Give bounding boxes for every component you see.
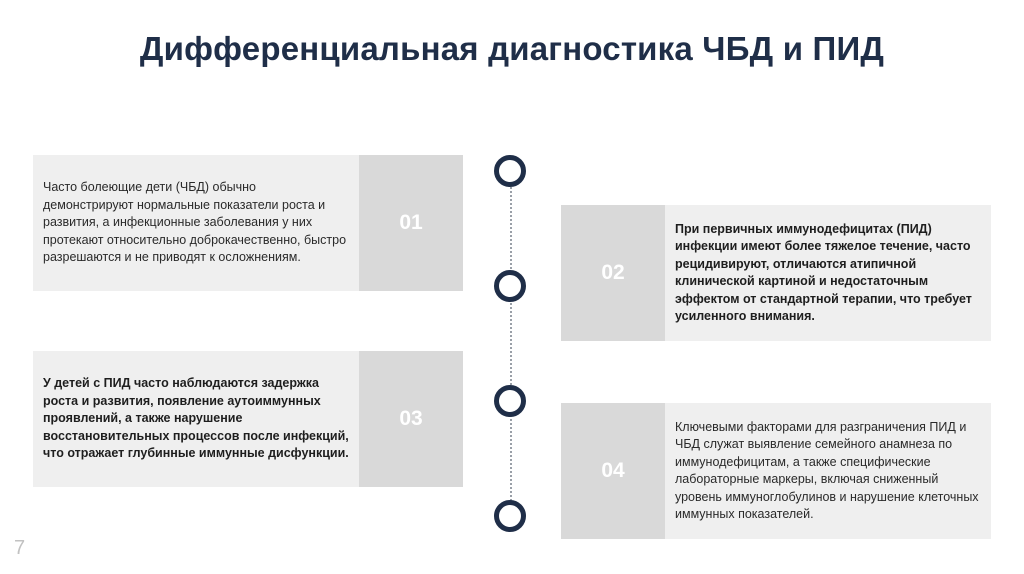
slide-title: Дифференциальная диагностика ЧБД и ПИД [139,30,885,67]
card-03-number: 03 [359,351,463,487]
card-02-number: 02 [561,205,665,341]
timeline-node-2 [494,270,526,302]
timeline-node-1 [494,155,526,187]
card-01-text: Часто болеющие дети (ЧБД) обычно демонстрируют нормальные показатели роста и развития, а инфекционные заболевания у них протекают относительно доброкачественно, быстро разрешаются и не приводят к осложнениям. [43,180,347,265]
timeline-node-4 [494,500,526,532]
card-01 [33,155,463,291]
card-02 [561,205,991,341]
card-03-text: У детей с ПИД часто наблюдаются задержка роста и развития, появление аутоиммунных проявлений, а также нарушение восстановительных процессов после инфекций, что отражает глубинные иммунные дисфункции. [43,376,349,461]
card-02-text: При первичных иммунодефицитах (ПИД) инфекции имеют более тяжелое течение, часто рецидивируют, отличаются атипичной клинической картиной и недостаточным эффектом от стандартной терапии, что требует усиленного внимания. [675,221,972,323]
card-03 [33,351,463,487]
card-01-number: 01 [359,155,463,291]
card-04-text: Ключевыми факторами для разграничения ПИД и ЧБД служат выявление семейного анамнеза по иммунодефицитам, а также специфические лабораторные маркеры, включая сниженный уровень иммуноглобулинов и нарушение клеточных иммунных показателей. [675,419,979,521]
page-number: 7 [14,537,26,559]
card-04 [561,403,991,539]
timeline-line [510,172,512,512]
card-04-number: 04 [561,403,665,539]
timeline-node-3 [494,385,526,417]
